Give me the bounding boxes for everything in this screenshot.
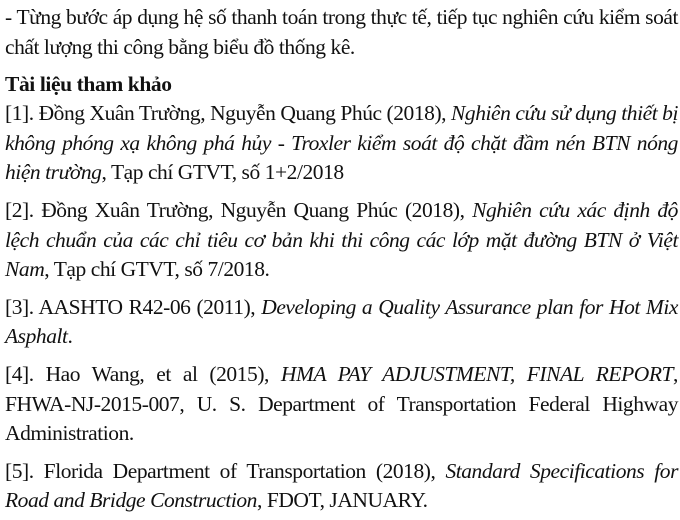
references-heading: Tài liệu tham khảo: [5, 72, 172, 97]
reference-source: , FHWA-NJ-2015-007, U. S. Department of Transportation Federal Highway Administration.: [5, 361, 678, 446]
reference-number: [2].: [5, 197, 34, 222]
reference-item-3: [5, 293, 678, 352]
reference-title: Nghiên cứu xác định độ lệch chuẩn của các chỉ tiêu cơ bản khi thi công các lớp mặt đường BTN ở Việt Nam: [5, 197, 678, 282]
reference-authors: Đồng Xuân Trường, Nguyễn Quang Phúc (2018),: [33, 197, 473, 222]
reference-title: Developing a Quality Assurance plan for Hot Mix Asphalt: [5, 294, 678, 349]
reference-item-5: [5, 457, 678, 516]
reference-item-1: [5, 99, 678, 188]
reference-number: [5].: [5, 458, 34, 483]
reference-source: , Tạp chí GTVT, số 1+2/2018: [101, 160, 344, 185]
reference-number: [3].: [5, 294, 34, 319]
reference-number: [1].: [5, 101, 34, 126]
document-page: [5, 0, 678, 516]
reference-item-4: [5, 360, 678, 449]
intro-paragraph: - Từng bước áp dụng hệ số thanh toán trong thực tế, tiếp tục nghiên cứu kiểm soát chất lượng thi công bằng biểu đồ thống kê.: [5, 5, 678, 59]
reference-source: , FDOT, JANUARY.: [256, 488, 428, 513]
reference-authors: Florida Department of Transportation (2018),: [33, 458, 446, 483]
reference-source: , Tạp chí GTVT, số 7/2018.: [44, 257, 270, 282]
reference-title: HMA PAY ADJUSTMENT, FINAL REPORT: [280, 361, 674, 386]
reference-title: Nghiên cứu sử dụng thiết bị không phóng xạ không phá hủy - Troxler kiểm soát độ chặt đầm nén BTN nóng hiện trường: [5, 101, 678, 185]
reference-authors: Đồng Xuân Trường, Nguyễn Quang Phúc (2018),: [33, 101, 452, 126]
reference-title: Standard Specifications for Road and Bridge Construction: [5, 458, 678, 513]
reference-number: [4].: [5, 361, 34, 386]
reference-source: .: [67, 324, 73, 349]
reference-item-2: [5, 196, 678, 285]
reference-authors: Hao Wang, et al (2015),: [33, 361, 281, 386]
reference-authors: AASHTO R42-06 (2011),: [33, 294, 262, 319]
